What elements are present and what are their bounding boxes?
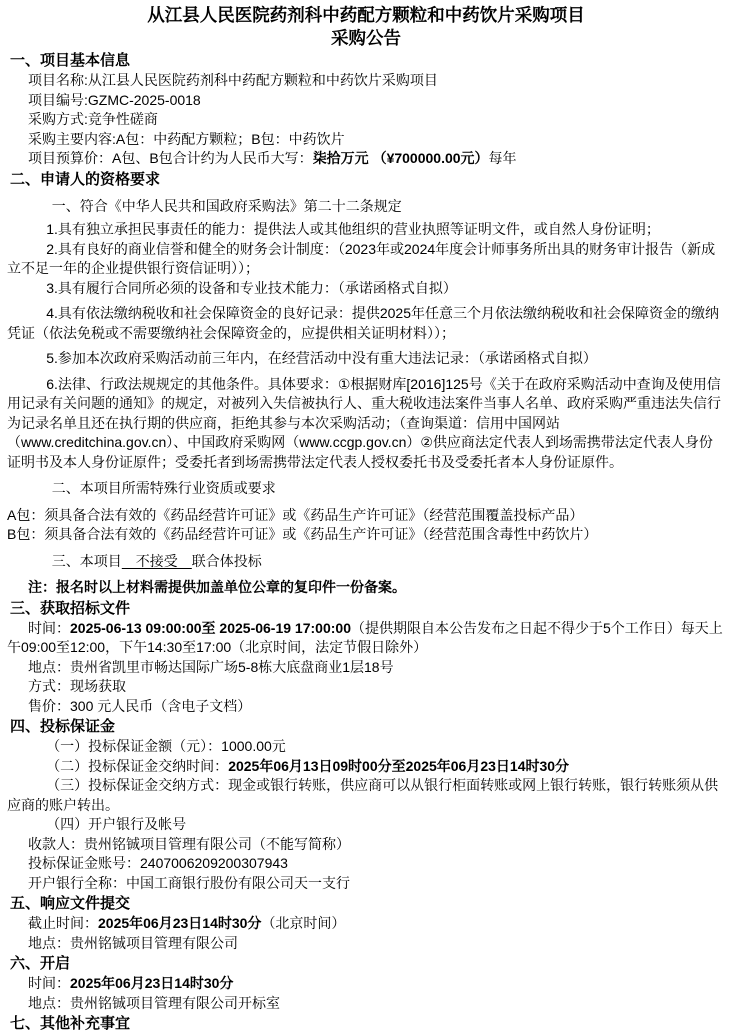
obtain-period: 2025-06-13 09:00:00至 2025-06-19 17:00:00: [70, 619, 351, 636]
qualification-item-2: [7, 240, 723, 279]
document-obtain-time-line: [7, 619, 723, 658]
text-segment: 时间：: [28, 619, 70, 636]
submission-deadline-line: [7, 914, 723, 934]
section-heading: 三、获取招标文件: [10, 599, 131, 617]
section: [7, 717, 725, 893]
text-segment: 开户银行全称：中国工商银行股份有限公司天一支行: [28, 874, 350, 891]
text-segment: （三）投标保证金交纳方式：现金或银行转账，供应商可以从银行柜面转账或网上银行转账，银行转账须从供应商的账户转出。: [7, 777, 719, 813]
text-segment: （二）投标保证金交纳时间：: [46, 757, 229, 774]
section-heading: 一、项目基本信息: [10, 52, 131, 69]
text-segment: 三、本项目: [51, 552, 122, 569]
qualification-item-5: [7, 349, 723, 369]
text-segment: 项目预算价：A包、B包合计约为人民币大写：: [28, 150, 313, 166]
text-segment: A包：须具备合法有效的《药品经营许可证》或《药品生产许可证》（经营范围覆盖投标产品）: [7, 506, 584, 523]
text-segment: 项目名称:从江县人民医院药剂科中药配方颗粒和中药饮片采购项目: [28, 72, 438, 88]
package-b-requirement: [7, 525, 723, 545]
document-obtain-place-line: [7, 658, 723, 678]
qualification-item-3: [7, 279, 723, 299]
text-segment: 地点：贵州铭铖项目管理有限公司开标室: [28, 994, 280, 1011]
section-heading: 二、申请人的资格要求: [10, 170, 161, 188]
text-segment: 3.具有履行合同所必须的设备和专业技术能力：（承诺函格式自拟）: [46, 279, 457, 296]
text-segment: 收款人：贵州铭铖项目管理有限公司（不能写简称）: [28, 835, 350, 852]
special-qualification-heading: [7, 479, 723, 499]
note-line: [7, 578, 723, 598]
text-segment: 一、符合《中华人民共和国政府采购法》第二十二条规定: [51, 197, 402, 214]
section: [7, 599, 725, 717]
document-title-line1: 从江县人民医院药剂科中药配方颗粒和中药饮片采购项目: [147, 5, 585, 25]
text-segment: 地点：贵州省凯里市畅达国际广场5-8栋大底盘商业1层18号: [28, 658, 394, 675]
qualification-law-line: [7, 197, 723, 217]
deposit-account-line: [7, 854, 723, 874]
section-heading: 五、响应文件提交: [10, 895, 131, 912]
opening-place-line: [7, 994, 723, 1014]
bank-account-heading-line: [7, 815, 723, 835]
text-segment: B包：须具备合法有效的《药品经营许可证》或《药品生产许可证》（经营范围含毒性中药饮片）: [7, 526, 598, 542]
text-segment: （一）投标保证金额（元）：1000.00元: [46, 738, 286, 754]
deposit-amount-line: [7, 737, 723, 757]
project-budget-line: [7, 149, 723, 169]
text-segment: （四）开户银行及帐号: [46, 816, 187, 832]
consortium-bid-line: [7, 552, 723, 572]
text-segment: 二、本项目所需特殊行业资质或要求: [51, 480, 276, 496]
text-segment: 2.具有良好的商业信誉和健全的财务会计制度：（2023年或2024年度会计师事务所出具的财务审计报告（新成立不足一年的企业提供银行资信证明））；: [7, 240, 716, 276]
deposit-method-line: [7, 776, 723, 815]
text-segment: 投标保证金账号：2407006209200307943: [28, 855, 288, 871]
section-heading: 七、其他补充事宜: [10, 1015, 131, 1032]
text-segment: 采购方式:竞争性磋商: [28, 111, 158, 127]
text-segment: 地点：贵州铭铖项目管理有限公司: [28, 934, 238, 951]
qualification-item-4: [7, 304, 723, 343]
section: [7, 954, 725, 1013]
submission-place-line: [7, 934, 723, 954]
project-number-line: [7, 91, 723, 111]
text-segment: 每年: [488, 150, 517, 166]
text-segment: 截止时间：: [28, 915, 98, 931]
budget-amount: 柒拾万元 （¥700000.00元）: [312, 150, 489, 166]
opening-time-line: [7, 974, 723, 994]
text-segment: 1.具有独立承担民事责任的能力：提供法人或其他组织的营业执照等证明文件，或自然人身份证明；: [46, 221, 660, 237]
document-body: [7, 51, 725, 1034]
text-segment: 采购主要内容:A包：中药配方颗粒；B包：中药饮片: [28, 130, 345, 147]
section-heading: 四、投标保证金: [10, 718, 116, 735]
document-price-line: [7, 697, 723, 717]
document-obtain-method-line: [7, 677, 723, 697]
section: [7, 1014, 725, 1034]
qualification-item-1: [7, 220, 723, 240]
text-segment: 售价：300 元人民币（含电子文档）: [28, 697, 252, 714]
text-segment: 方式：现场获取: [28, 678, 126, 694]
bank-name-line: [7, 874, 723, 894]
text-segment: 6.法律、行政法规规定的其他条件。具体要求：①根据财库[2016]125号《关于在政府采购活动中查询及使用信用记录有关问题的通知》的规定，对被列入失信被执行人、重大税收违法案件当事人名单、政府采购严重违法失信行为记录名单且还在执行期的供应商，拒绝其参与本次采购活动；（查询渠道：信用中国网站（www.creditchina.gov.cn）、中国政府采购网（www.ccgp.gov.cn）②供应商法定代表人到场需携带法定代表人身份证明书及本人身份证原件；受委托者到场需携带法定代表人授权委托书及受委托者本人身份证原件。: [7, 375, 721, 470]
document-title-line2: 采购公告: [331, 28, 401, 48]
text-segment: 5.参加本次政府采购活动前三年内，在经营活动中没有重大违法记录：（承诺函格式自拟）: [46, 350, 597, 366]
section: [7, 894, 725, 953]
procurement-content-line: [7, 130, 723, 150]
text-segment: 注：报名时以上材料需提供加盖单位公章的复印件一份备案。: [28, 579, 406, 595]
section: [7, 51, 725, 169]
qualification-item-6: [7, 375, 723, 473]
project-name-line: [7, 71, 723, 91]
text-segment: 时间：: [28, 975, 70, 991]
package-a-requirement: [7, 506, 723, 526]
payee-line: [7, 835, 723, 855]
procurement-method-line: [7, 110, 723, 130]
deposit-period: 2025年06月13日09时00分至2025年06月23日14时30分: [228, 757, 570, 774]
deposit-time-line: [7, 757, 723, 777]
text-segment: （提供期限自本公告发布之日起不得少于5个工作日）每天上午09:00至12:00，下午14:30至17:00（北京时间，法定节假日除外）: [7, 619, 723, 655]
section-heading: 六、开启: [10, 955, 71, 972]
text-segment: （北京时间）: [261, 915, 346, 931]
section: [7, 170, 725, 598]
text-segment: 项目编号:GZMC-2025-0018: [28, 91, 201, 108]
text-segment: 4.具有依法缴纳税收和社会保障资金的良好记录：提供2025年任意三个月依法缴纳税收和社会保障资金的缴纳凭证（依法免税或不需要缴纳社会保障资金的，应提供相关证明材料））；: [7, 305, 720, 341]
text-segment: 联合体投标: [191, 552, 262, 569]
opening-time: 2025年06月23日14时30分: [70, 975, 234, 991]
submission-deadline: 2025年06月23日14时30分: [98, 915, 262, 931]
not-accepted-term: 不接受: [121, 552, 192, 569]
